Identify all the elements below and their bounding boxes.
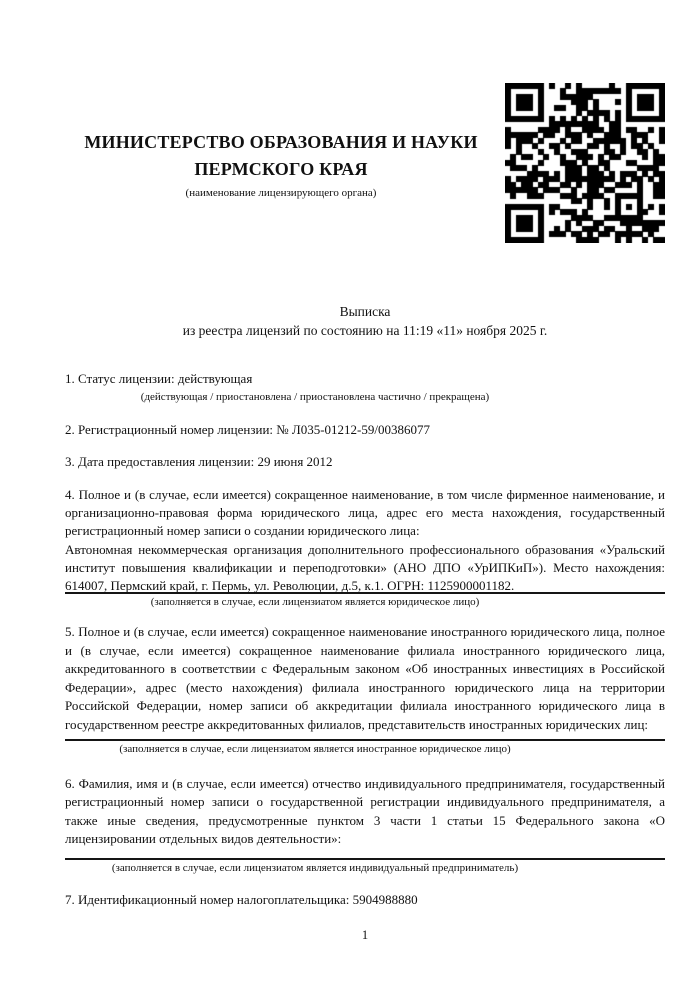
item-1-caption: (действующая / приостановлена / приостановлена частично / прекращена) bbox=[140, 390, 490, 403]
title-line2: из реестра лицензий по состоянию на 11:19 «11» ноября 2025 г. bbox=[182, 323, 548, 338]
item-1-license-status: 1. Статус лицензии: действующая bbox=[65, 371, 253, 386]
authority-name-line2: ПЕРМСКОГО КРАЯ bbox=[194, 159, 368, 179]
title-line1: Выписка bbox=[339, 304, 391, 319]
authority-name-line1: МИНИСТЕРСТВО ОБРАЗОВАНИЯ И НАУКИ bbox=[84, 132, 478, 152]
authority-caption: (наименование лицензирующего органа) bbox=[185, 187, 377, 199]
item-2-registration-number: 2. Регистрационный номер лицензии: № Л035-01212-59/00386077 bbox=[65, 421, 431, 437]
page-number: 1 bbox=[361, 928, 369, 943]
item-6-caption: (заполняется в случае, если лицензиатом является индивидуальный предприниматель) bbox=[111, 861, 519, 874]
document-body bbox=[65, 0, 665, 943]
item-3-grant-date: 3. Дата предоставления лицензии: 29 июня 2012 bbox=[65, 454, 333, 469]
item-5-fill-line bbox=[65, 739, 665, 741]
item-7-taxpayer-number: 7. Идентификационный номер налогоплательщика: 5904988880 bbox=[65, 891, 418, 907]
item-6-fill-line bbox=[65, 858, 665, 860]
document-title bbox=[65, 302, 665, 340]
item-6-entrepreneur-label: 6. Фамилия, имя и (в случае, если имеется) отчество индивидуального предпринимателя, государственный регистрационный номер записи о государственной регистрации индивидуального предпринимателя, а также иные сведения, предусмотренные пунктом 3 части 1 статьи 15 Федерального закона «О лицензировании отдельных видов деятельности»: bbox=[65, 775, 665, 847]
item-5-foreign-entity-label: 5. Полное и (в случае, если имеется) сокращенное наименование иностранного юридического лица, полное и (в случае, если имеется) сокращенное наименование филиала иностранного юридического лица, аккредитованного в соответствии с Федеральным законом «Об иностранных инвестициях в Российской Федерации», адрес (место нахождения) филиала иностранного юридического лица на территории Российской Федерации, номер записи об аккредитации филиала иностранного юридического лица в государственном реестре аккредитованных филиалов, представительств иностранных юридических лиц: bbox=[65, 624, 665, 732]
item-5-caption: (заполняется в случае, если лицензиатом является иностранное юридическое лицо) bbox=[119, 743, 511, 756]
item-4-legal-entity-label: 4. Полное и (в случае, если имеется) сокращенное наименование, в том числе фирменное наименование, и организационно-правовая форма юридического лица, адрес его места нахождения, государственный регистрационный номер записи о создании юридического лица: bbox=[65, 487, 665, 539]
item-4-caption: (заполняется в случае, если лицензиатом является юридическое лицо) bbox=[150, 596, 480, 609]
item-4-legal-entity-value: Автономная некоммерческая организация дополнительного профессионального образования «Уральский институт повышения квалификации и переподготовки» (АНО ДПО «УрИПКиП»). Место нахождения: 614007, Пермский край, г. Пермь, ул. Революции, д.5, к.1. ОГРН: 1125900001182. bbox=[65, 541, 665, 594]
